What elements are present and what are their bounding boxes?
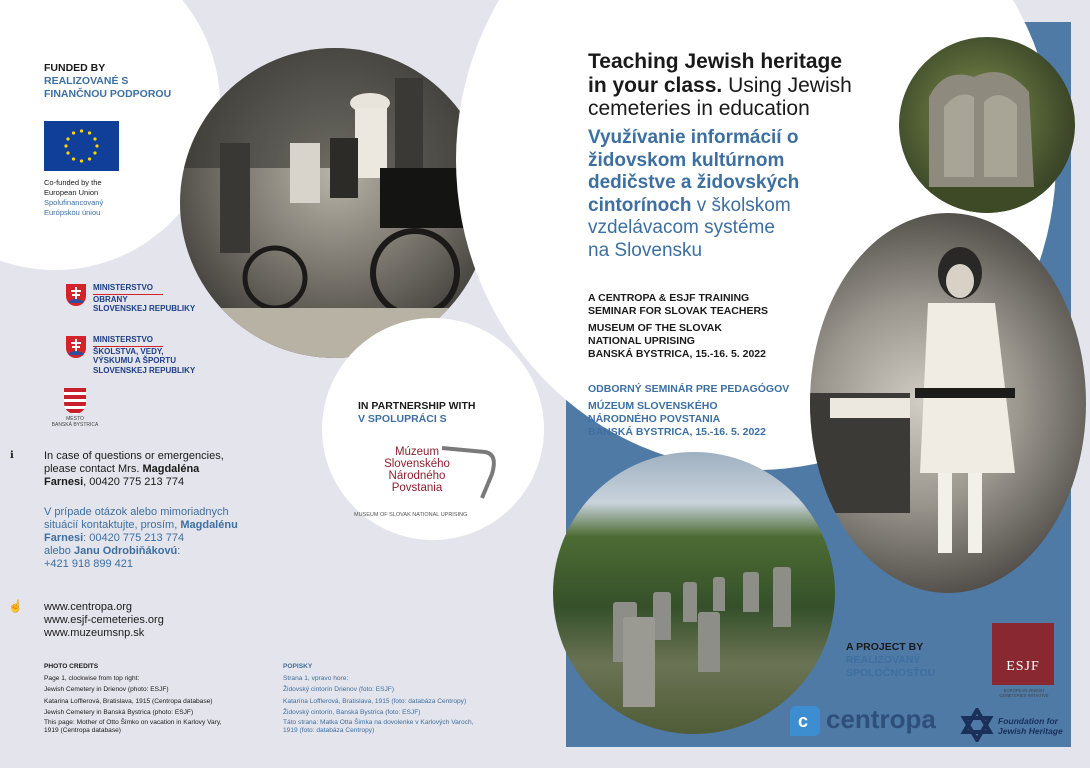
contact-en-1: In case of questions or emergencies,	[44, 450, 224, 462]
heading-en-line-3: cemeteries in education	[588, 97, 810, 120]
project-by	[846, 641, 935, 680]
seminar-sk-line-3: NÁRODNÉHO POVSTANIA	[588, 413, 721, 425]
carriage-photo	[180, 48, 490, 358]
museum-line-3: Národného	[388, 470, 446, 482]
seminar-en-line-2: SEMINAR FOR SLOVAK TEACHERS	[588, 305, 769, 317]
photo-credits-sk-title: POPISKY	[283, 663, 313, 670]
links	[44, 601, 164, 640]
heading-en	[588, 50, 918, 121]
city-caption-1: MESTO	[66, 416, 84, 422]
esjf-logo	[992, 623, 1054, 685]
contact-en-2a: please contact Mrs.	[44, 463, 143, 475]
partnership-title-en: IN PARTNERSHIP WITH	[358, 400, 476, 412]
credit-sk-line: Katarína Lofflerová, Bratislava, 1915 (foto: databáza Centropy)	[283, 697, 467, 705]
heading-sk-line-5: vzdelávacom systéme	[588, 217, 775, 238]
project-by-sk-2: SPOLOČNOSŤOU	[846, 667, 936, 679]
credit-en-line: Jewish Cemetery in Drienov (photo: ESJF)	[44, 686, 169, 693]
link-esjf[interactable]: www.esjf-cemeteries.org	[44, 614, 164, 626]
contact-sk-phone: : 00420 775 213 774	[83, 532, 185, 544]
credit-sk-line: Židovský cintorín, Banská Bystrica (foto: ESJF)	[283, 709, 421, 716]
contact-sk-name-2: Farnesi	[44, 532, 84, 544]
esjf-sub-1: EUROPEAN JEWISH	[1003, 688, 1045, 693]
photo-credits-en	[44, 661, 274, 735]
contact-sk	[44, 506, 284, 571]
ministry-defense-logo	[66, 284, 86, 306]
credit-sk-line: Židovský cintorín Drienov (foto: ESJF)	[283, 686, 395, 693]
heading-sk-line-2: židovskom kultúrnom	[588, 149, 785, 171]
heading-sk-line-4-bold: cintorínoch	[588, 194, 692, 216]
contact-en	[44, 450, 284, 489]
pointer-icon: ☝	[8, 599, 23, 613]
banska-bystrica-cemetery-photo	[553, 452, 835, 734]
funded-title	[44, 62, 171, 101]
partnership-title-sk: V SPOLUPRÁCI S	[358, 413, 447, 425]
contact-sk-name-1: Magdalénu	[180, 519, 238, 531]
contact-sk-phone-2: +421 918 899 421	[44, 558, 134, 570]
city-coat-of-arms	[64, 388, 86, 414]
contact-en-name-2: Farnesi	[44, 476, 84, 488]
photo-credits-title: PHOTO CREDITS	[44, 663, 99, 670]
ministry-education-logo	[66, 336, 86, 358]
funded-title-en: FUNDED BY	[44, 62, 106, 74]
project-by-title: A PROJECT BY	[846, 641, 924, 653]
partnership-title	[358, 400, 475, 426]
ministry-defense-text	[93, 283, 195, 314]
seminar-en-line-5: BANSKÁ BYSTRICA, 15.-16. 5. 2022	[588, 348, 766, 360]
cross-icon	[66, 284, 86, 306]
heading-en-line-2-bold: in your class.	[588, 73, 723, 97]
contact-sk-4a: alebo	[44, 545, 74, 557]
credit-sk-line: Táto strana: Matka Otta Šimka na dovolenke v Karlových Varoch,	[283, 718, 474, 726]
carriage-illustration	[180, 48, 490, 358]
project-by-sk-1: REALIZOVANÝ	[846, 654, 921, 666]
foundation-line-2: Jewish Heritage	[998, 726, 1063, 736]
heading-en-line-1: Teaching Jewish heritage	[588, 50, 843, 73]
contact-en-name-1: Magdaléna	[142, 463, 200, 475]
ministry-education-title: MINISTERSTVO	[93, 335, 163, 347]
ministry-education-line-3: SLOVENSKEJ REPUBLIKY	[93, 365, 196, 375]
centropa-logo-icon: c	[790, 706, 820, 736]
credit-sk-line: 1919 (foto: databáza Centropy)	[283, 726, 375, 734]
city-caption-2: BANSKÁ BYSTRICA	[51, 422, 99, 428]
seminar-sk	[588, 383, 789, 439]
ministry-education-line-2: VÝSKUMU A ŠPORTU	[93, 356, 176, 365]
credit-en-line: Page 1, clockwise from top right:	[44, 674, 140, 682]
foundation-line-1: Foundation for	[998, 716, 1058, 726]
city-caption	[48, 416, 102, 428]
heading-sk-line-6: na Slovensku	[588, 239, 703, 261]
contact-en-phone: , 00420 775 213 774	[83, 476, 185, 488]
credit-en-line: Jewish Cemetery in Banská Bystrica (photo: ESJF)	[44, 709, 194, 716]
seminar-sk-line-2: MÚZEUM SLOVENSKÉHO	[588, 400, 718, 412]
credit-en-line: This page: Mother of Otto Šimko on vacation in Karlovy Vary,	[44, 718, 222, 726]
star-of-david-icon	[960, 708, 994, 742]
eu-caption-1: Co-funded by the	[44, 178, 102, 187]
funded-title-sk-1: REALIZOVANÉ S	[44, 75, 129, 87]
eu-flag	[44, 121, 119, 171]
contact-sk-1: V prípade otázok alebo mimoriadnych	[44, 506, 229, 518]
photo-credits-sk	[283, 661, 523, 735]
museum-logo-en: MUSEUM OF SLOVAK NATIONAL UPRISING	[354, 512, 468, 518]
contact-sk-2a: situácií kontaktujte, prosím,	[44, 519, 181, 531]
info-icon: ℹ	[10, 450, 14, 461]
ministry-education-line-1: ŠKOLSTVA, VEDY,	[93, 346, 164, 356]
funded-title-sk-2: FINANČNOU PODPOROU	[44, 88, 172, 100]
seminar-sk-line-1: ODBORNÝ SEMINÁR PRE PEDAGÓGOV	[588, 383, 790, 395]
contact-sk-name-3: Janu Odrobiňákovú	[73, 545, 178, 557]
heading-sk-line-4: v školskom	[691, 194, 791, 216]
credit-sk-line: Strana 1, vpravo hore:	[283, 674, 349, 682]
museum-line-4: Povstania	[391, 482, 443, 494]
heading-sk	[588, 127, 908, 262]
partnership-circle	[322, 318, 544, 540]
seminar-en-line-3: MUSEUM OF THE SLOVAK	[588, 322, 722, 334]
ministry-defense-line-2: SLOVENSKEJ REPUBLIKY	[93, 304, 196, 313]
seminar-en	[588, 292, 768, 361]
heading-sk-line-1: Využívanie informácií o	[588, 127, 799, 148]
foundation-logo-text	[998, 716, 1063, 736]
esjf-subtitle	[988, 688, 1060, 698]
drienov-cemetery-photo	[899, 37, 1075, 213]
ministry-defense-title: MINISTERSTVO	[93, 283, 163, 295]
eu-stars-icon	[44, 121, 119, 171]
ministry-education-text	[93, 335, 195, 375]
ministry-defense-line-1: OBRANY	[93, 294, 128, 304]
link-museum[interactable]: www.muzeumsnp.sk	[44, 627, 145, 639]
seminar-en-line-4: NATIONAL UPRISING	[588, 335, 695, 347]
contact-sk-4c: :	[177, 545, 181, 557]
museum-line-2: Slovenského	[384, 458, 450, 470]
girl-illustration	[810, 213, 1086, 593]
museum-logo-arc-icon	[440, 444, 500, 504]
heading-sk-line-3: dedičstve a židovských	[588, 172, 800, 193]
gravestone-illustration	[899, 37, 1075, 213]
eu-caption-sk-1: Spolufinancovaný	[44, 198, 104, 207]
eu-caption	[44, 178, 103, 218]
credit-en-line: Katarina Lofflerová, Bratislava, 1915 (Centropa database)	[44, 697, 213, 705]
eu-caption-2: European Union	[44, 188, 99, 197]
esjf-sub-2: CEMETERIES INITIATIVE	[999, 693, 1049, 698]
centropa-logo-text: centropa	[826, 704, 936, 734]
esjf-logo-text: ESJF	[1006, 659, 1040, 674]
eu-caption-sk-2: Európskou úniou	[44, 208, 101, 217]
heading-en-line-2: Using Jewish	[722, 73, 852, 97]
credit-en-line: 1919 (Centropa database)	[44, 726, 121, 734]
seminar-sk-line-4: BANSKÁ BYSTRICA, 15.-16. 5. 2022	[588, 426, 766, 438]
museum-line-1: Múzeum	[394, 446, 440, 458]
seminar-en-line-1: A CENTROPA & ESJF TRAINING	[588, 292, 750, 304]
cross-icon	[66, 336, 86, 358]
link-centropa[interactable]: www.centropa.org	[44, 601, 133, 613]
girl-photo	[810, 213, 1086, 593]
